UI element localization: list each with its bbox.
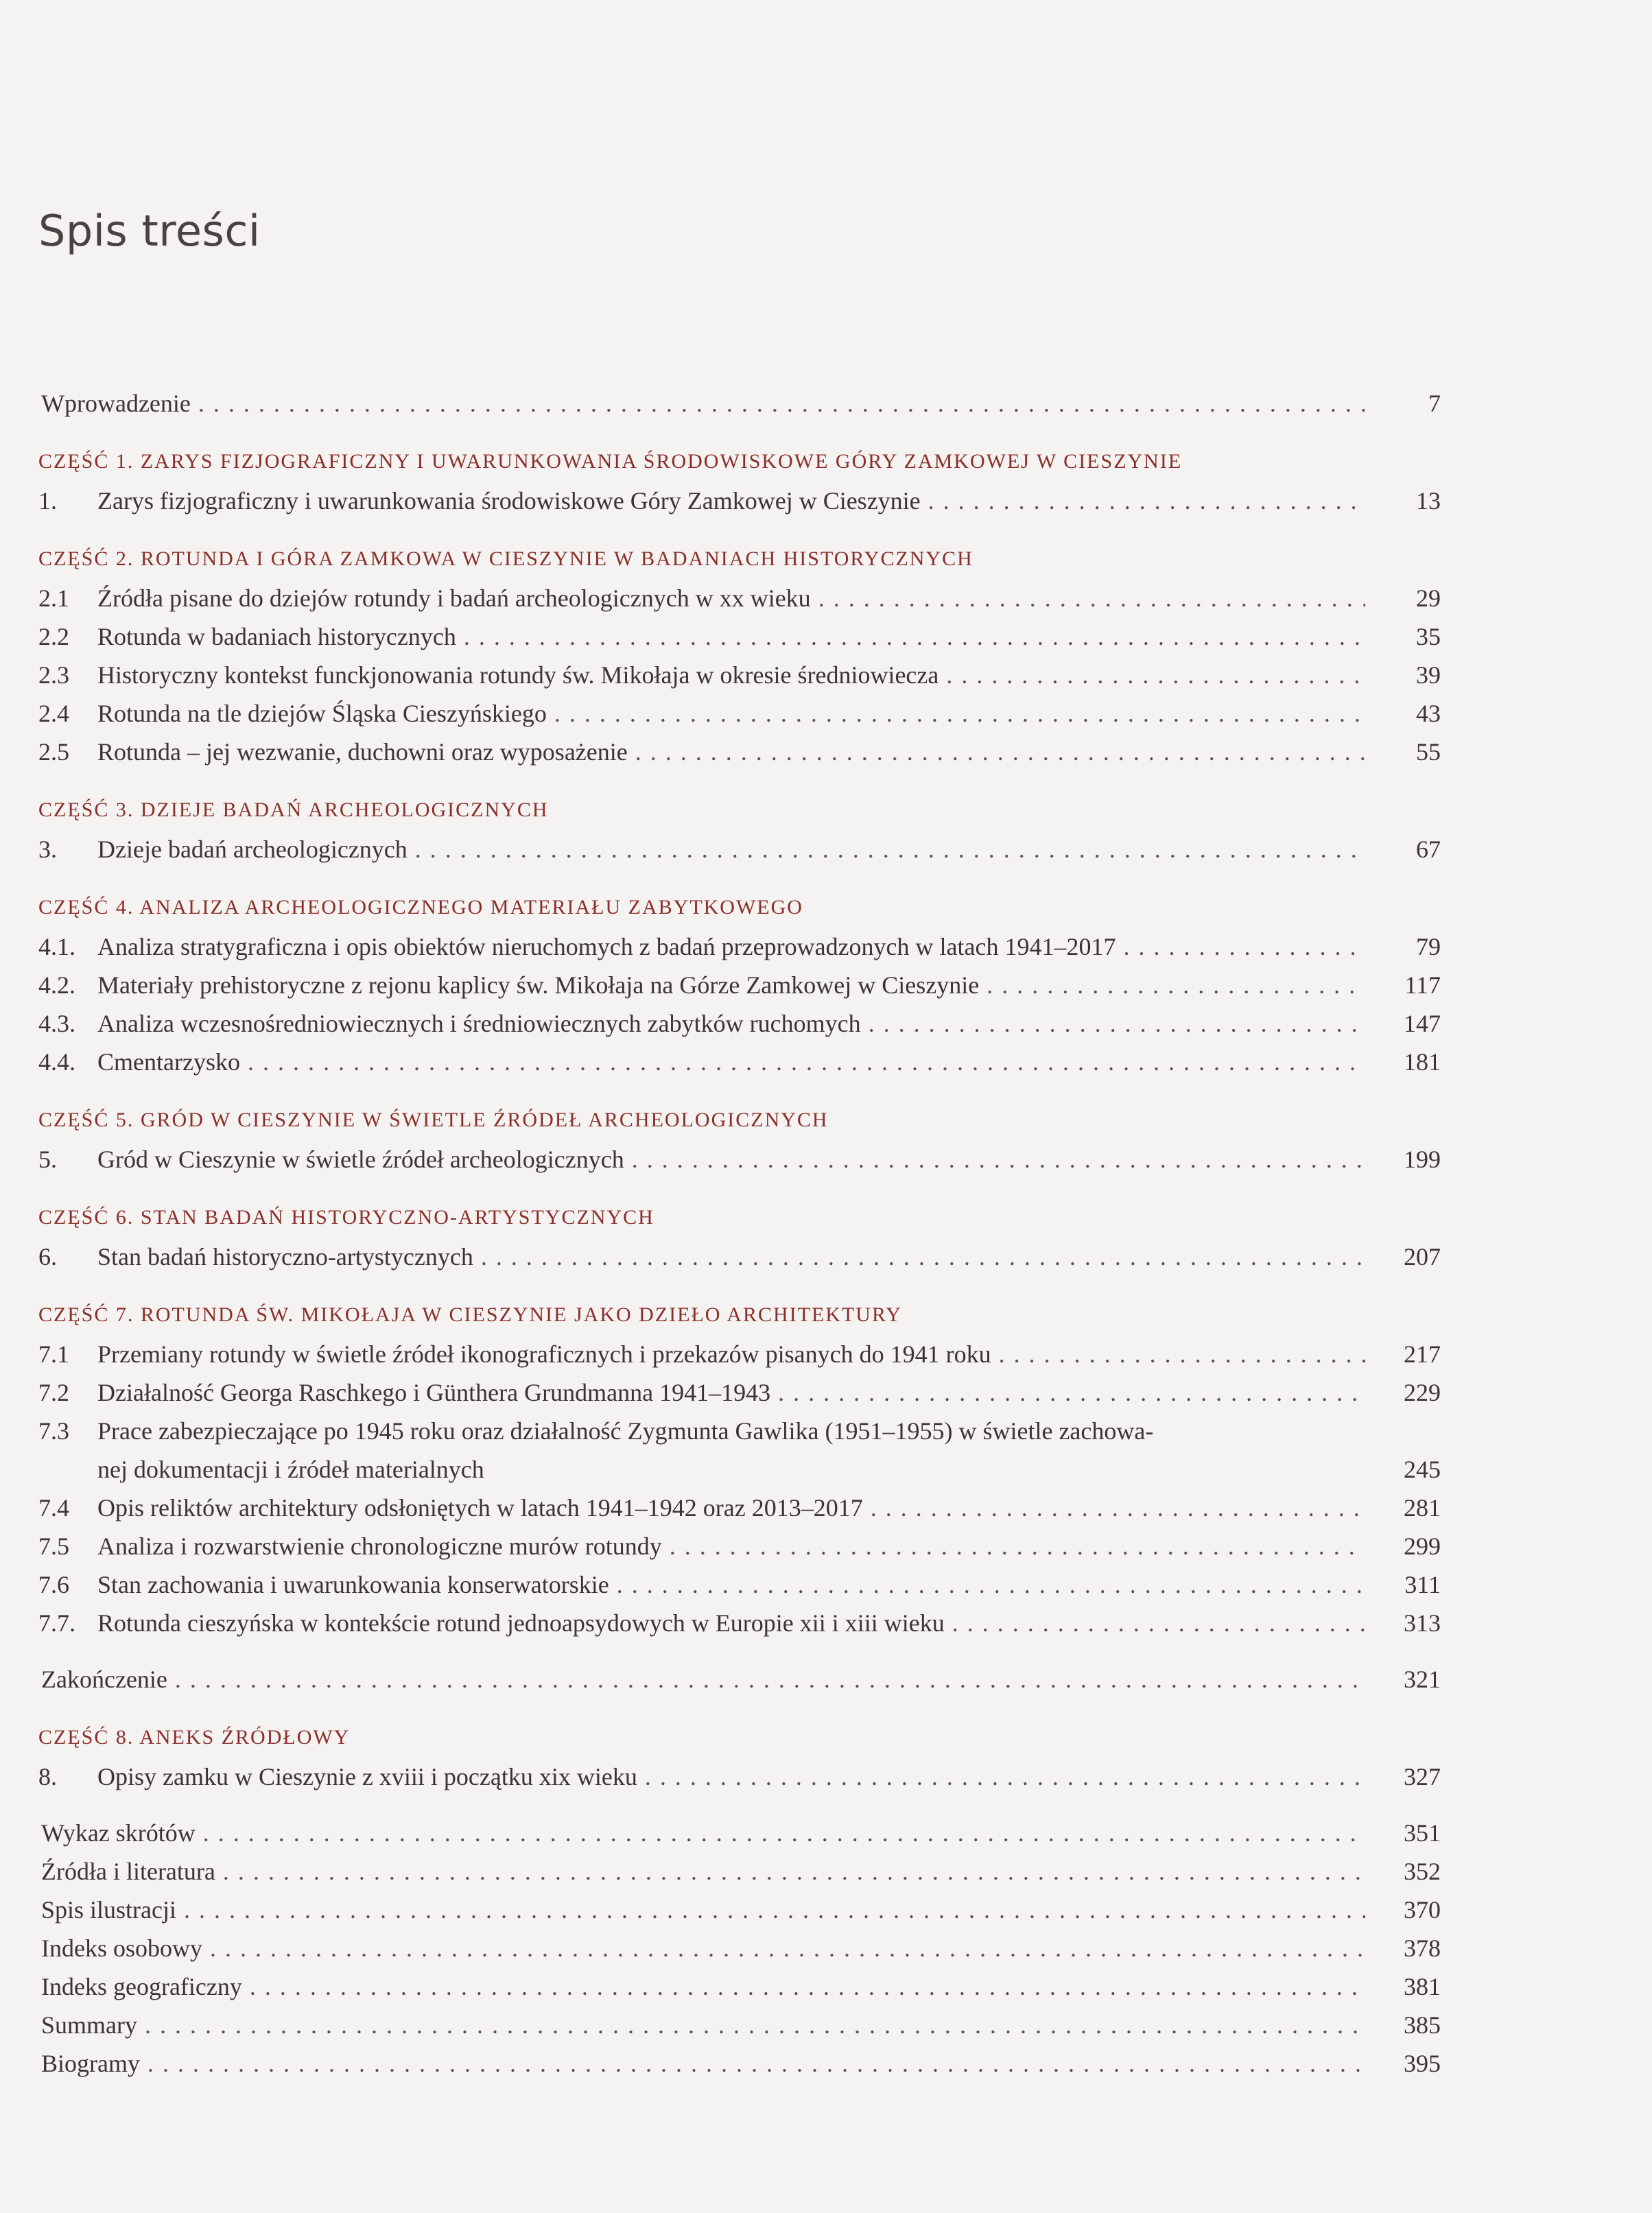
entry-page: 395 (1404, 2050, 1441, 2077)
toc-entry[interactable] (38, 1527, 1441, 1565)
entry-page: 207 (1404, 1243, 1441, 1270)
entry-number: 7.7. (38, 1609, 75, 1637)
entry-label: Opis reliktów architektury odsłoniętych w latach 1941–1942 oraz 2013–2017 . . . (97, 1489, 1365, 1527)
entry-number: 3. (38, 836, 57, 863)
toc-entry[interactable] (38, 579, 1441, 617)
part-heading: CZĘŚĆ 8. ANEKS ŹRÓDŁOWY (38, 1726, 351, 1749)
entry-page: 29 (1416, 584, 1441, 612)
entry-number: 4.2. (38, 971, 75, 999)
entry-page: 281 (1404, 1494, 1441, 1522)
toc-entry[interactable] (38, 1604, 1441, 1642)
entry-label: Indeks geograficzny . . . (41, 1967, 1365, 2006)
entry-label: Analiza wczesnośredniowiecznych i średniowiecznych zabytków ruchomych . . . (97, 1004, 1365, 1043)
entry-label: Wprowadzenie . . . (41, 384, 1365, 423)
entry-label: Indeks osobowy . . . (41, 1929, 1365, 1967)
toc-entry-intro[interactable] (38, 384, 1441, 423)
toc-entry[interactable] (38, 1004, 1441, 1043)
entry-label: Działalność Georga Raschkego i Günthera Grundmanna 1941–1943 . . . (97, 1373, 1365, 1412)
entry-label: Zakończenie . . . (41, 1660, 1365, 1699)
entry-number: 4.1. (38, 933, 75, 960)
entry-page: 181 (1404, 1048, 1441, 1076)
entry-number: 7.2 (38, 1379, 69, 1406)
entry-number: 1. (38, 487, 57, 514)
toc-entry[interactable] (38, 482, 1441, 520)
entry-page: 370 (1404, 1896, 1441, 1924)
entry-page: 352 (1404, 1858, 1441, 1885)
toc-entry[interactable] (38, 656, 1441, 694)
entry-number: 7.5 (38, 1532, 69, 1560)
entry-page: 199 (1404, 1146, 1441, 1173)
toc-entry[interactable] (38, 733, 1441, 771)
table-of-contents (38, 384, 1441, 2083)
entry-label: Rotunda cieszyńska w kontekście rotund jednoapsydowych w Europie xii i xiii wieku . . . (97, 1604, 1365, 1642)
entry-label: Wykaz skrótów . . . (41, 1814, 1365, 1852)
toc-entry[interactable] (38, 1373, 1441, 1412)
entry-number: 7.4 (38, 1494, 69, 1522)
toc-entry-back[interactable] (38, 1967, 1441, 2006)
entry-label-continued: nej dokumentacji i źródeł materialnych (97, 1456, 484, 1483)
entry-page: 313 (1404, 1609, 1441, 1637)
entry-label: Stan badań historyczno-artystycznych . . . (97, 1238, 1365, 1276)
toc-entry-back[interactable] (38, 1852, 1441, 1891)
entry-label: Zarys fizjograficzny i uwarunkowania środowiskowe Góry Zamkowej w Cieszynie . . . (97, 482, 1365, 520)
entry-page: 43 (1416, 700, 1441, 727)
entry-number: 2.5 (38, 738, 69, 766)
entry-page: 229 (1404, 1379, 1441, 1406)
entry-label: Materiały prehistoryczne z rejonu kaplicy św. Mikołaja na Górze Zamkowej w Cieszynie . . . (97, 966, 1365, 1004)
entry-label: Opisy zamku w Cieszynie z xviii i początku xix wieku . . . (97, 1758, 1365, 1796)
entry-page: 299 (1404, 1532, 1441, 1560)
toc-entry[interactable] (38, 1140, 1441, 1179)
part-heading: CZĘŚĆ 1. ZARYS FIZJOGRAFICZNY I UWARUNKOWANIA ŚRODOWISKOWE GÓRY ZAMKOWEJ W CIESZYNIE (38, 450, 1183, 473)
toc-entry-back[interactable] (38, 2044, 1441, 2083)
toc-entry-back[interactable] (38, 2006, 1441, 2044)
entry-page: 385 (1404, 2011, 1441, 2039)
entry-label: Spis ilustracji . . . (41, 1891, 1365, 1929)
entry-page: 55 (1416, 738, 1441, 766)
toc-entry[interactable] (38, 927, 1441, 966)
entry-label: Historyczny kontekst funckjonowania rotundy św. Mikołaja w okresie średniowiecza . . . (97, 656, 1365, 694)
entry-label: Cmentarzysko . . . (97, 1043, 1365, 1081)
entry-number: 7.1 (38, 1340, 69, 1368)
toc-entry[interactable] (38, 1565, 1441, 1604)
entry-page: 67 (1416, 836, 1441, 863)
entry-label: Analiza i rozwarstwienie chronologiczne murów rotundy . . . (97, 1527, 1365, 1565)
toc-entry-continuation[interactable] (38, 1450, 1441, 1489)
toc-entry[interactable] (38, 1758, 1441, 1796)
entry-page: 327 (1404, 1763, 1441, 1790)
toc-entry[interactable] (38, 617, 1441, 656)
entry-label: Summary . . . (41, 2006, 1365, 2044)
entry-number: 2.1 (38, 584, 69, 612)
entry-page: 321 (1404, 1666, 1441, 1693)
entry-page: 351 (1404, 1819, 1441, 1847)
entry-page: 245 (1404, 1456, 1441, 1483)
toc-entry[interactable] (38, 694, 1441, 733)
toc-entry[interactable] (38, 1043, 1441, 1081)
toc-entry[interactable] (38, 1489, 1441, 1527)
entry-label: Analiza stratygraficzna i opis obiektów nieruchomych z badań przeprowadzonych w latach 1941–2017 . . . (97, 927, 1365, 966)
entry-page: 13 (1416, 487, 1441, 514)
entry-number: 5. (38, 1146, 57, 1173)
entry-page: 147 (1404, 1010, 1441, 1037)
entry-page: 217 (1404, 1340, 1441, 1368)
toc-entry[interactable] (38, 1412, 1441, 1450)
entry-page: 7 (1428, 390, 1441, 417)
entry-label: Dzieje badań archeologicznych . . . (97, 830, 1365, 868)
part-heading: CZĘŚĆ 3. DZIEJE BADAŃ ARCHEOLOGICZNYCH (38, 798, 549, 821)
toc-entry[interactable] (38, 1238, 1441, 1276)
entry-page: 311 (1404, 1571, 1441, 1598)
entry-label: Rotunda – jej wezwanie, duchowni oraz wyposażenie . . . (97, 733, 1365, 771)
entry-label: Źródła pisane do dziejów rotundy i badań archeologicznych w xx wieku . . . (97, 579, 1365, 617)
entry-number: 6. (38, 1243, 57, 1270)
entry-label: Rotunda na tle dziejów Śląska Cieszyńskiego . . . (97, 694, 1365, 733)
entry-page: 117 (1404, 971, 1441, 999)
part-heading: CZĘŚĆ 2. ROTUNDA I GÓRA ZAMKOWA W CIESZYNIE W BADANIACH HISTORYCZNYCH (38, 547, 974, 570)
entry-page: 39 (1416, 661, 1441, 689)
entry-number: 7.3 (38, 1417, 69, 1445)
page-title: Spis treści (38, 206, 261, 256)
entry-label: Prace zabezpieczające po 1945 roku oraz działalność Zygmunta Gawlika (1951–1955) w świetle zachowa- (97, 1417, 1154, 1445)
part-heading: CZĘŚĆ 4. ANALIZA ARCHEOLOGICZNEGO MATERIAŁU ZABYTKOWEGO (38, 896, 803, 919)
toc-entry[interactable] (38, 1335, 1441, 1373)
part-heading: CZĘŚĆ 5. GRÓD W CIESZYNIE W ŚWIETLE ŹRÓDEŁ ARCHEOLOGICZNYCH (38, 1109, 829, 1131)
entry-number: 2.4 (38, 700, 69, 727)
toc-entry-back[interactable] (38, 1929, 1441, 1967)
entry-page: 381 (1404, 1973, 1441, 2000)
entry-page: 378 (1404, 1934, 1441, 1962)
entry-page: 35 (1416, 623, 1441, 650)
entry-label: Stan zachowania i uwarunkowania konserwatorskie . . . (97, 1565, 1365, 1604)
part-heading: CZĘŚĆ 7. ROTUNDA ŚW. MIKOŁAJA W CIESZYNIE JAKO DZIEŁO ARCHITEKTURY (38, 1303, 902, 1326)
entry-number: 2.3 (38, 661, 69, 689)
entry-number: 8. (38, 1763, 57, 1790)
toc-entry[interactable] (38, 830, 1441, 868)
toc-entry[interactable] (38, 966, 1441, 1004)
entry-number: 4.3. (38, 1010, 75, 1037)
entry-label: Rotunda w badaniach historycznych . . . (97, 617, 1365, 656)
entry-page: 79 (1416, 933, 1441, 960)
toc-entry-back[interactable] (38, 1891, 1441, 1929)
entry-label: Przemiany rotundy w świetle źródeł ikonograficznych i przekazów pisanych do 1941 roku . . . (97, 1335, 1365, 1373)
entry-number: 7.6 (38, 1571, 69, 1598)
entry-number: 4.4. (38, 1048, 75, 1076)
entry-number: 2.2 (38, 623, 69, 650)
part-heading: CZĘŚĆ 6. STAN BADAŃ HISTORYCZNO-ARTYSTYCZNYCH (38, 1206, 654, 1229)
toc-entry-back[interactable] (38, 1814, 1441, 1852)
toc-entry-conclusion[interactable] (38, 1660, 1441, 1699)
entry-label: Źródła i literatura . . . (41, 1852, 1365, 1891)
entry-label: Gród w Cieszynie w świetle źródeł archeologicznych . . . (97, 1140, 1365, 1179)
entry-label: Biogramy . . . (41, 2044, 1365, 2083)
